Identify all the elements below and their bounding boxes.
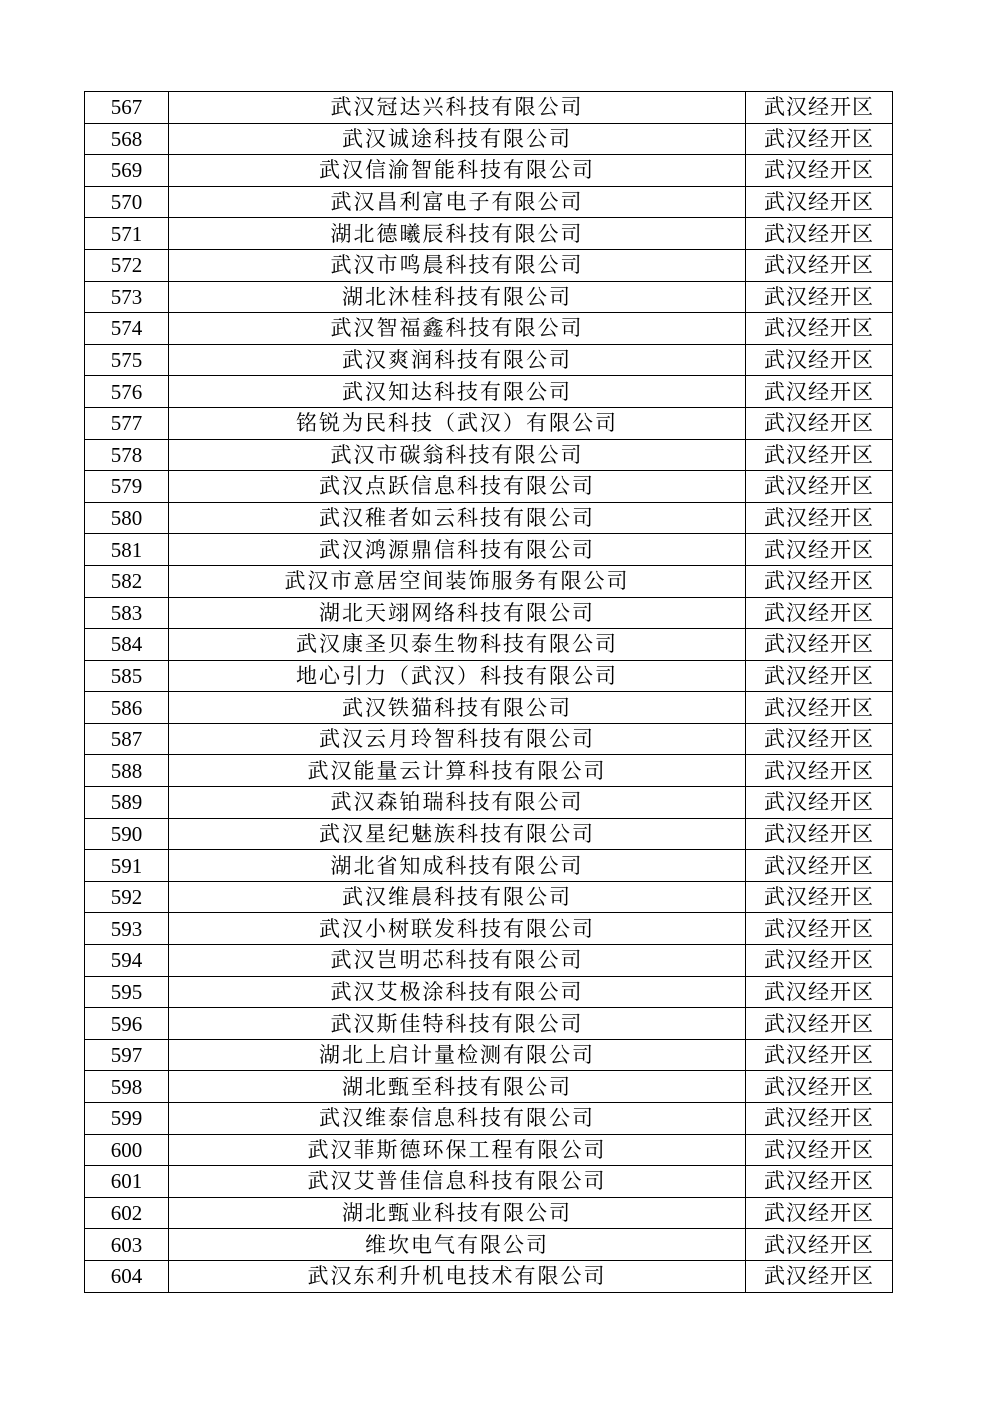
- district-cell: 武汉经开区: [746, 439, 893, 471]
- company-name-cell: 湖北上启计量检测有限公司: [169, 1039, 746, 1071]
- row-number-cell: 595: [85, 976, 169, 1008]
- district-cell: 武汉经开区: [746, 155, 893, 187]
- district-cell: 武汉经开区: [746, 502, 893, 534]
- company-name-cell: 湖北省知成科技有限公司: [169, 850, 746, 882]
- table-row: [85, 660, 893, 692]
- table-row: [85, 249, 893, 281]
- table-row: [85, 186, 893, 218]
- company-name-cell: 武汉维晨科技有限公司: [169, 881, 746, 913]
- company-name-cell: 武汉岂明芯科技有限公司: [169, 945, 746, 977]
- company-name-cell: 湖北天翊网络科技有限公司: [169, 597, 746, 629]
- company-name-cell: 武汉菲斯德环保工程有限公司: [169, 1134, 746, 1166]
- district-cell: 武汉经开区: [746, 692, 893, 724]
- table-row: [85, 913, 893, 945]
- company-name-cell: 武汉东利升机电技术有限公司: [169, 1260, 746, 1292]
- company-name-cell: 武汉诚途科技有限公司: [169, 123, 746, 155]
- table-row: [85, 976, 893, 1008]
- table-row: [85, 1229, 893, 1261]
- company-name-cell: 武汉稚者如云科技有限公司: [169, 502, 746, 534]
- row-number-cell: 594: [85, 945, 169, 977]
- table-row: [85, 1071, 893, 1103]
- table-row: [85, 850, 893, 882]
- row-number-cell: 570: [85, 186, 169, 218]
- row-number-cell: 592: [85, 881, 169, 913]
- company-table-body: [85, 92, 893, 1293]
- district-cell: 武汉经开区: [746, 407, 893, 439]
- row-number-cell: 587: [85, 723, 169, 755]
- row-number-cell: 601: [85, 1166, 169, 1198]
- company-name-cell: 武汉能量云计算科技有限公司: [169, 755, 746, 787]
- company-name-cell: 武汉小树联发科技有限公司: [169, 913, 746, 945]
- table-row: [85, 407, 893, 439]
- company-name-cell: 武汉康圣贝泰生物科技有限公司: [169, 629, 746, 661]
- company-name-cell: 武汉市碳翁科技有限公司: [169, 439, 746, 471]
- district-cell: 武汉经开区: [746, 1134, 893, 1166]
- company-table: [84, 91, 893, 1293]
- row-number-cell: 579: [85, 471, 169, 503]
- district-cell: 武汉经开区: [746, 565, 893, 597]
- table-row: [85, 755, 893, 787]
- row-number-cell: 591: [85, 850, 169, 882]
- row-number-cell: 603: [85, 1229, 169, 1261]
- company-name-cell: 武汉星纪魅族科技有限公司: [169, 818, 746, 850]
- table-row: [85, 376, 893, 408]
- district-cell: 武汉经开区: [746, 218, 893, 250]
- district-cell: 武汉经开区: [746, 1166, 893, 1198]
- district-cell: 武汉经开区: [746, 913, 893, 945]
- company-name-cell: 武汉信渝智能科技有限公司: [169, 155, 746, 187]
- table-row: [85, 818, 893, 850]
- row-number-cell: 568: [85, 123, 169, 155]
- row-number-cell: 573: [85, 281, 169, 313]
- company-name-cell: 武汉市鸣晨科技有限公司: [169, 249, 746, 281]
- company-name-cell: 武汉冠达兴科技有限公司: [169, 92, 746, 124]
- district-cell: 武汉经开区: [746, 1039, 893, 1071]
- table-row: [85, 1008, 893, 1040]
- table-row: [85, 1039, 893, 1071]
- district-cell: 武汉经开区: [746, 1103, 893, 1135]
- district-cell: 武汉经开区: [746, 344, 893, 376]
- district-cell: 武汉经开区: [746, 471, 893, 503]
- district-cell: 武汉经开区: [746, 313, 893, 345]
- table-row: [85, 155, 893, 187]
- table-row: [85, 1134, 893, 1166]
- district-cell: 武汉经开区: [746, 249, 893, 281]
- row-number-cell: 597: [85, 1039, 169, 1071]
- row-number-cell: 598: [85, 1071, 169, 1103]
- district-cell: 武汉经开区: [746, 1229, 893, 1261]
- row-number-cell: 580: [85, 502, 169, 534]
- district-cell: 武汉经开区: [746, 123, 893, 155]
- row-number-cell: 572: [85, 249, 169, 281]
- district-cell: 武汉经开区: [746, 1197, 893, 1229]
- row-number-cell: 590: [85, 818, 169, 850]
- row-number-cell: 571: [85, 218, 169, 250]
- table-row: [85, 629, 893, 661]
- row-number-cell: 577: [85, 407, 169, 439]
- row-number-cell: 576: [85, 376, 169, 408]
- row-number-cell: 581: [85, 534, 169, 566]
- row-number-cell: 588: [85, 755, 169, 787]
- district-cell: 武汉经开区: [746, 660, 893, 692]
- row-number-cell: 585: [85, 660, 169, 692]
- company-name-cell: 铭锐为民科技（武汉）有限公司: [169, 407, 746, 439]
- table-row: [85, 787, 893, 819]
- row-number-cell: 593: [85, 913, 169, 945]
- table-row: [85, 281, 893, 313]
- company-name-cell: 武汉知达科技有限公司: [169, 376, 746, 408]
- row-number-cell: 596: [85, 1008, 169, 1040]
- company-name-cell: 维坎电气有限公司: [169, 1229, 746, 1261]
- table-row: [85, 565, 893, 597]
- district-cell: 武汉经开区: [746, 945, 893, 977]
- row-number-cell: 569: [85, 155, 169, 187]
- district-cell: 武汉经开区: [746, 850, 893, 882]
- table-row: [85, 1260, 893, 1292]
- district-cell: 武汉经开区: [746, 92, 893, 124]
- company-name-cell: 武汉铁猫科技有限公司: [169, 692, 746, 724]
- table-row: [85, 1166, 893, 1198]
- company-name-cell: 地心引力（武汉）科技有限公司: [169, 660, 746, 692]
- district-cell: 武汉经开区: [746, 597, 893, 629]
- company-name-cell: 武汉艾普佳信息科技有限公司: [169, 1166, 746, 1198]
- row-number-cell: 586: [85, 692, 169, 724]
- district-cell: 武汉经开区: [746, 186, 893, 218]
- table-row: [85, 502, 893, 534]
- company-name-cell: 湖北甄至科技有限公司: [169, 1071, 746, 1103]
- district-cell: 武汉经开区: [746, 629, 893, 661]
- company-name-cell: 武汉昌利富电子有限公司: [169, 186, 746, 218]
- table-row: [85, 723, 893, 755]
- row-number-cell: 574: [85, 313, 169, 345]
- district-cell: 武汉经开区: [746, 1071, 893, 1103]
- table-row: [85, 1197, 893, 1229]
- row-number-cell: 567: [85, 92, 169, 124]
- row-number-cell: 604: [85, 1260, 169, 1292]
- row-number-cell: 602: [85, 1197, 169, 1229]
- company-name-cell: 武汉艾极涂科技有限公司: [169, 976, 746, 1008]
- district-cell: 武汉经开区: [746, 787, 893, 819]
- company-name-cell: 武汉智福鑫科技有限公司: [169, 313, 746, 345]
- company-name-cell: 武汉鸿源鼎信科技有限公司: [169, 534, 746, 566]
- table-row: [85, 92, 893, 124]
- district-cell: 武汉经开区: [746, 976, 893, 1008]
- row-number-cell: 582: [85, 565, 169, 597]
- district-cell: 武汉经开区: [746, 881, 893, 913]
- company-name-cell: 武汉点跃信息科技有限公司: [169, 471, 746, 503]
- table-row: [85, 344, 893, 376]
- table-row: [85, 881, 893, 913]
- table-row: [85, 945, 893, 977]
- company-name-cell: 武汉斯佳特科技有限公司: [169, 1008, 746, 1040]
- row-number-cell: 575: [85, 344, 169, 376]
- table-row: [85, 439, 893, 471]
- row-number-cell: 583: [85, 597, 169, 629]
- table-row: [85, 534, 893, 566]
- row-number-cell: 599: [85, 1103, 169, 1135]
- table-row: [85, 597, 893, 629]
- company-name-cell: 湖北沐桂科技有限公司: [169, 281, 746, 313]
- table-row: [85, 1103, 893, 1135]
- district-cell: 武汉经开区: [746, 534, 893, 566]
- company-name-cell: 武汉爽润科技有限公司: [169, 344, 746, 376]
- company-name-cell: 武汉森铂瑞科技有限公司: [169, 787, 746, 819]
- row-number-cell: 589: [85, 787, 169, 819]
- company-name-cell: 武汉云月玲智科技有限公司: [169, 723, 746, 755]
- company-name-cell: 湖北甄业科技有限公司: [169, 1197, 746, 1229]
- district-cell: 武汉经开区: [746, 818, 893, 850]
- row-number-cell: 584: [85, 629, 169, 661]
- district-cell: 武汉经开区: [746, 1008, 893, 1040]
- company-name-cell: 武汉市意居空间装饰服务有限公司: [169, 565, 746, 597]
- district-cell: 武汉经开区: [746, 376, 893, 408]
- district-cell: 武汉经开区: [746, 281, 893, 313]
- row-number-cell: 600: [85, 1134, 169, 1166]
- table-row: [85, 218, 893, 250]
- table-row: [85, 123, 893, 155]
- company-name-cell: 湖北德曦辰科技有限公司: [169, 218, 746, 250]
- district-cell: 武汉经开区: [746, 755, 893, 787]
- table-row: [85, 471, 893, 503]
- table-row: [85, 313, 893, 345]
- district-cell: 武汉经开区: [746, 1260, 893, 1292]
- table-row: [85, 692, 893, 724]
- district-cell: 武汉经开区: [746, 723, 893, 755]
- company-name-cell: 武汉维泰信息科技有限公司: [169, 1103, 746, 1135]
- row-number-cell: 578: [85, 439, 169, 471]
